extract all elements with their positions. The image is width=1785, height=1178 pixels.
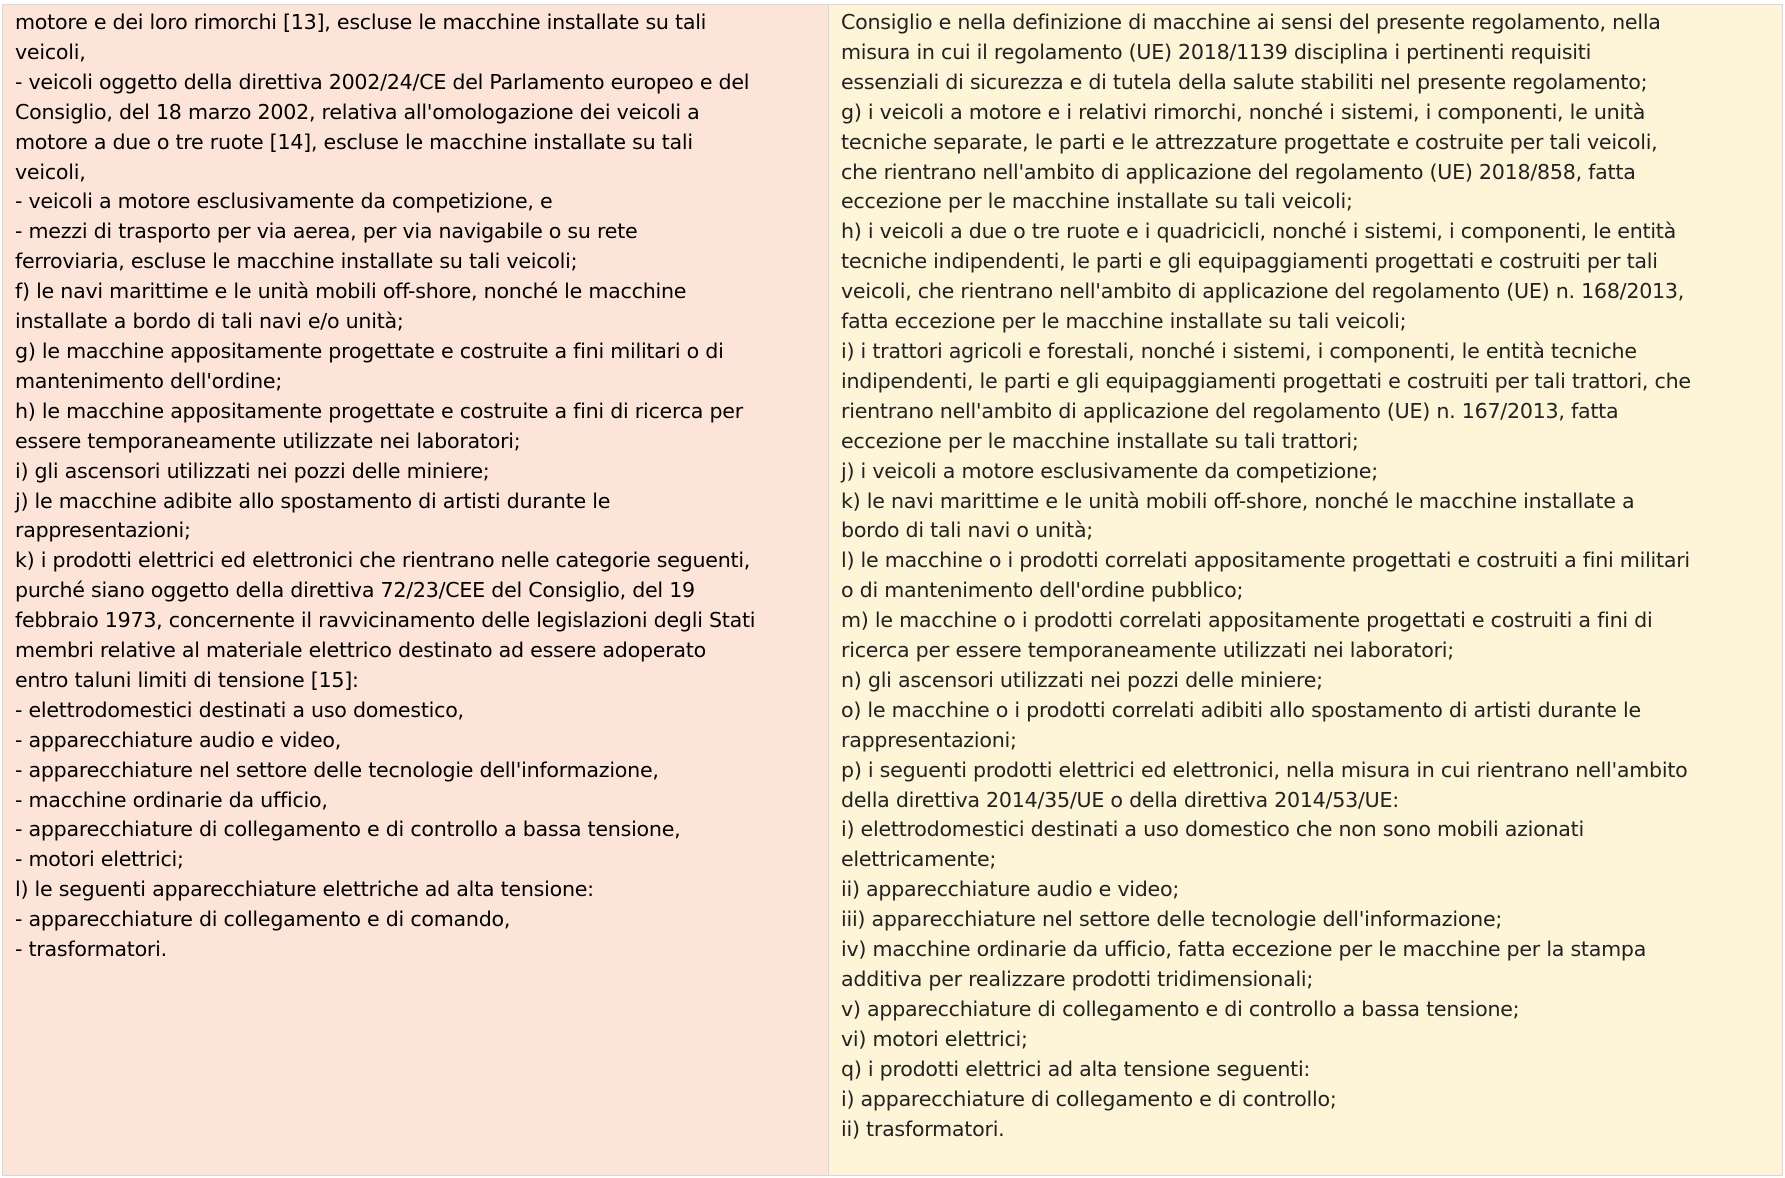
- text-line: tecniche indipendenti, le parti e gli equipaggiamenti progettati e costruiti per tali: [841, 249, 1658, 274]
- text-line: purché siano oggetto della direttiva 72/23/CEE del Consiglio, del 19: [15, 578, 695, 603]
- text-line: entro taluni limiti di tensione [15]:: [15, 667, 359, 692]
- text-line: iii) apparecchiature nel settore delle tecnologie dell'informazione;: [841, 907, 1503, 932]
- text-line: - motori elettrici;: [15, 847, 184, 872]
- text-line: vi) motori elettrici;: [841, 1026, 1028, 1051]
- text-line: - apparecchiature audio e video,: [15, 727, 342, 752]
- text-line: j) i veicoli a motore esclusivamente da competizione;: [841, 458, 1378, 483]
- text-line: n) gli ascensori utilizzati nei pozzi delle miniere;: [841, 667, 1323, 692]
- text-line: rappresentazioni;: [841, 727, 1017, 752]
- text-line: rientrano nell'ambito di applicazione del regolamento (UE) n. 167/2013, fatta: [841, 398, 1619, 423]
- text-line: v) apparecchiature di collegamento e di controllo a bassa tensione;: [841, 996, 1520, 1021]
- text-line: eccezione per le macchine installate su tali trattori;: [841, 428, 1359, 453]
- text-line: k) i prodotti elettrici ed elettronici che rientrano nelle categorie seguenti,: [15, 548, 751, 573]
- text-line: - mezzi di trasporto per via aerea, per via navigabile o su rete: [15, 219, 638, 244]
- text-line: l) le seguenti apparecchiature elettriche ad alta tensione:: [15, 877, 594, 902]
- text-line: veicoli,: [15, 39, 86, 64]
- text-line: Consiglio e nella definizione di macchine ai sensi del presente regolamento, nella: [841, 10, 1661, 34]
- text-line: essenziali di sicurezza e di tutela della salute stabiliti nel presente regolamento;: [841, 69, 1648, 94]
- text-line: o di mantenimento dell'ordine pubblico;: [841, 578, 1244, 603]
- text-line: che rientrano nell'ambito di applicazione del regolamento (UE) 2018/858, fatta: [841, 159, 1636, 184]
- text-line: membri relative al materiale elettrico destinato ad essere adoperato: [15, 638, 706, 663]
- text-line: l) le macchine o i prodotti correlati appositamente progettati e costruiti a fini militari: [841, 548, 1690, 573]
- text-line: - apparecchiature di collegamento e di controllo a bassa tensione,: [15, 817, 681, 842]
- left-column-old-directive: [3, 5, 829, 1175]
- text-line: elettricamente;: [841, 847, 997, 872]
- text-line: - apparecchiature nel settore delle tecnologie dell'informazione,: [15, 757, 659, 782]
- text-line: eccezione per le macchine installate su tali veicoli;: [841, 189, 1353, 214]
- text-line: ii) apparecchiature audio e video;: [841, 877, 1180, 902]
- text-line: q) i prodotti elettrici ad alta tensione seguenti:: [841, 1056, 1311, 1081]
- text-line: i) gli ascensori utilizzati nei pozzi delle miniere;: [15, 458, 490, 483]
- text-line: mantenimento dell'ordine;: [15, 368, 283, 393]
- text-line: veicoli, che rientrano nell'ambito di applicazione del regolamento (UE) n. 168/2013,: [841, 279, 1685, 304]
- text-line: - macchine ordinarie da ufficio,: [15, 787, 328, 812]
- text-line: f) le navi marittime e le unità mobili off-shore, nonché le macchine: [15, 279, 687, 304]
- text-line: i) elettrodomestici destinati a uso domestico che non sono mobili azionati: [841, 817, 1584, 842]
- text-line: i) i trattori agricoli e forestali, nonché i sistemi, i componenti, le entità tecniche: [841, 338, 1637, 363]
- text-line: iv) macchine ordinarie da ufficio, fatta eccezione per le macchine per la stampa: [841, 937, 1647, 962]
- text-line: Consiglio, del 18 marzo 2002, relativa all'omologazione dei veicoli a: [15, 99, 700, 124]
- text-line: m) le macchine o i prodotti correlati appositamente progettati e costruiti a fini di: [841, 608, 1653, 633]
- text-line: ferroviaria, escluse le macchine installate su tali veicoli;: [15, 249, 578, 274]
- text-line: - apparecchiature di collegamento e di comando,: [15, 907, 511, 932]
- text-line: p) i seguenti prodotti elettrici ed elettronici, nella misura in cui rientrano nell'ambito: [841, 757, 1688, 782]
- text-line: misura in cui il regolamento (UE) 2018/1139 disciplina i pertinenti requisiti: [841, 39, 1592, 64]
- text-line: tecniche separate, le parti e le attrezzature progettate e costruite per tali veicoli,: [841, 129, 1658, 154]
- text-line: motore e dei loro rimorchi [13], escluse le macchine installate su tali: [15, 10, 707, 34]
- text-line: - veicoli a motore esclusivamente da competizione, e: [15, 189, 553, 214]
- text-line: motore a due o tre ruote [14], escluse le macchine installate su tali: [15, 129, 693, 154]
- text-line: rappresentazioni;: [15, 518, 191, 543]
- text-line: h) le macchine appositamente progettate e costruite a fini di ricerca per: [15, 398, 743, 423]
- right-column-new-regulation: [829, 5, 1782, 1175]
- text-line: - trasformatori.: [15, 937, 167, 962]
- text-line: g) le macchine appositamente progettate e costruite a fini militari o di: [15, 338, 724, 363]
- text-line: veicoli,: [15, 159, 86, 184]
- text-line: della direttiva 2014/35/UE o della direttiva 2014/53/UE:: [841, 787, 1399, 812]
- text-line: i) apparecchiature di collegamento e di controllo;: [841, 1086, 1337, 1111]
- comparison-table: [2, 4, 1783, 1176]
- text-line: - veicoli oggetto della direttiva 2002/24/CE del Parlamento europeo e del: [15, 69, 750, 94]
- text-line: essere temporaneamente utilizzate nei laboratori;: [15, 428, 521, 453]
- text-line: febbraio 1973, concernente il ravvicinamento delle legislazioni degli Stati: [15, 608, 756, 633]
- text-line: h) i veicoli a due o tre ruote e i quadricicli, nonché i sistemi, i componenti, le entità: [841, 219, 1676, 244]
- text-line: ii) trasformatori.: [841, 1116, 1005, 1141]
- text-line: g) i veicoli a motore e i relativi rimorchi, nonché i sistemi, i componenti, le unità: [841, 99, 1646, 124]
- text-line: indipendenti, le parti e gli equipaggiamenti progettati e costruiti per tali trattori, che: [841, 368, 1691, 393]
- text-line: j) le macchine adibite allo spostamento di artisti durante le: [15, 488, 611, 513]
- text-line: o) le macchine o i prodotti correlati adibiti allo spostamento di artisti durante le: [841, 697, 1641, 722]
- text-line: additiva per realizzare prodotti tridimensionali;: [841, 967, 1314, 991]
- text-line: fatta eccezione per le macchine installate su tali veicoli;: [841, 309, 1407, 334]
- text-line: bordo di tali navi o unità;: [841, 518, 1093, 543]
- text-line: installate a bordo di tali navi e/o unità;: [15, 309, 404, 334]
- text-line: - elettrodomestici destinati a uso domestico,: [15, 697, 464, 722]
- text-line: ricerca per essere temporaneamente utilizzati nei laboratori;: [841, 638, 1454, 663]
- text-line: k) le navi marittime e le unità mobili off-shore, nonché le macchine installate a: [841, 488, 1635, 513]
